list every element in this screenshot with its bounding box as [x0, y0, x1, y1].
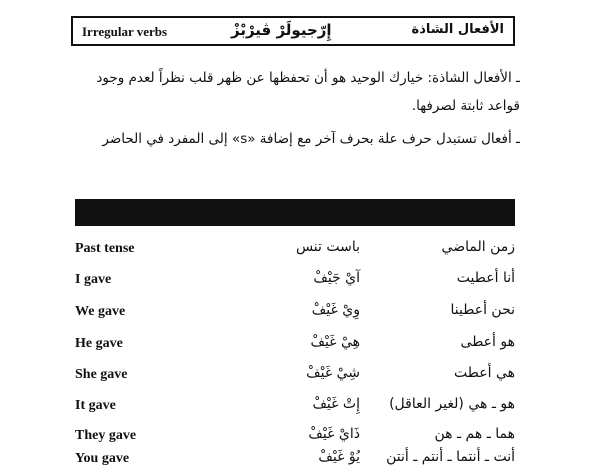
paragraph-irregular-verbs-note: ـ الأفعال الشاذة: خيارك الوحيد هو أن تحفظها عن ظهر قلب نظراً لعدم وجود قواعد ثابتة لصرفها. [96, 70, 520, 114]
transliteration-cell: هِيْ غَيْفْ [310, 334, 360, 350]
arabic-cell: أنت ـ أنتما ـ أنتم ـ أنتن [386, 449, 515, 465]
table-row [75, 448, 515, 472]
arabic-cell: هو أعطى [460, 334, 515, 350]
title-box [71, 16, 515, 46]
english-title: Irregular verbs [82, 24, 168, 39]
table-row [75, 301, 515, 325]
english-cell: We gave [75, 304, 126, 319]
transliteration-cell: شِيْ غَيْفْ [306, 365, 360, 381]
table-row [75, 269, 515, 293]
english-cell: They gave [75, 428, 137, 443]
transliteration-cell: وِيْ غَيْفْ [311, 302, 360, 318]
transliteration-cell: آيْ جَيْفْ [313, 270, 360, 286]
table-row [75, 238, 515, 262]
transliteration-cell: إِتْ غَيْفْ [312, 396, 360, 412]
arabic-cell: زمن الماضي [441, 239, 515, 255]
arabic-cell: نحن أعطينا [450, 302, 515, 318]
english-cell: I gave [75, 272, 112, 287]
paragraph-vowel-change-note: ـ أفعال تستبدل حرف علة بحرف آخر مع إضافة «s» إلى المفرد في الحاضر [102, 131, 520, 147]
arabic-cell: أنا أعطيت [456, 270, 515, 286]
arabic-cell: هي أعطت [454, 365, 515, 381]
english-cell: He gave [75, 336, 123, 351]
table-row [75, 333, 515, 357]
transliteration-cell: ذَايْ غَيْفْ [308, 426, 360, 442]
arabic-title: الأفعال الشاذة [411, 22, 504, 37]
arabic-cell: هو ـ هي (لغير العاقل) [389, 396, 515, 412]
redacted-bar [75, 199, 515, 226]
transliteration-cell: يُوْ غَيْفْ [318, 449, 360, 465]
table-row [75, 364, 515, 388]
english-cell: It gave [75, 398, 116, 413]
arabic-cell: هما ـ هم ـ هن [434, 426, 515, 442]
table-row [75, 395, 515, 419]
english-cell: Past tense [75, 241, 135, 256]
english-cell: She gave [75, 367, 128, 382]
transliteration-title: إِرّجيولَرْ ڤيرْبْزْ [231, 21, 332, 39]
transliteration-cell: باست تنس [295, 239, 360, 255]
english-cell: You gave [75, 451, 130, 466]
table-row [75, 425, 515, 449]
